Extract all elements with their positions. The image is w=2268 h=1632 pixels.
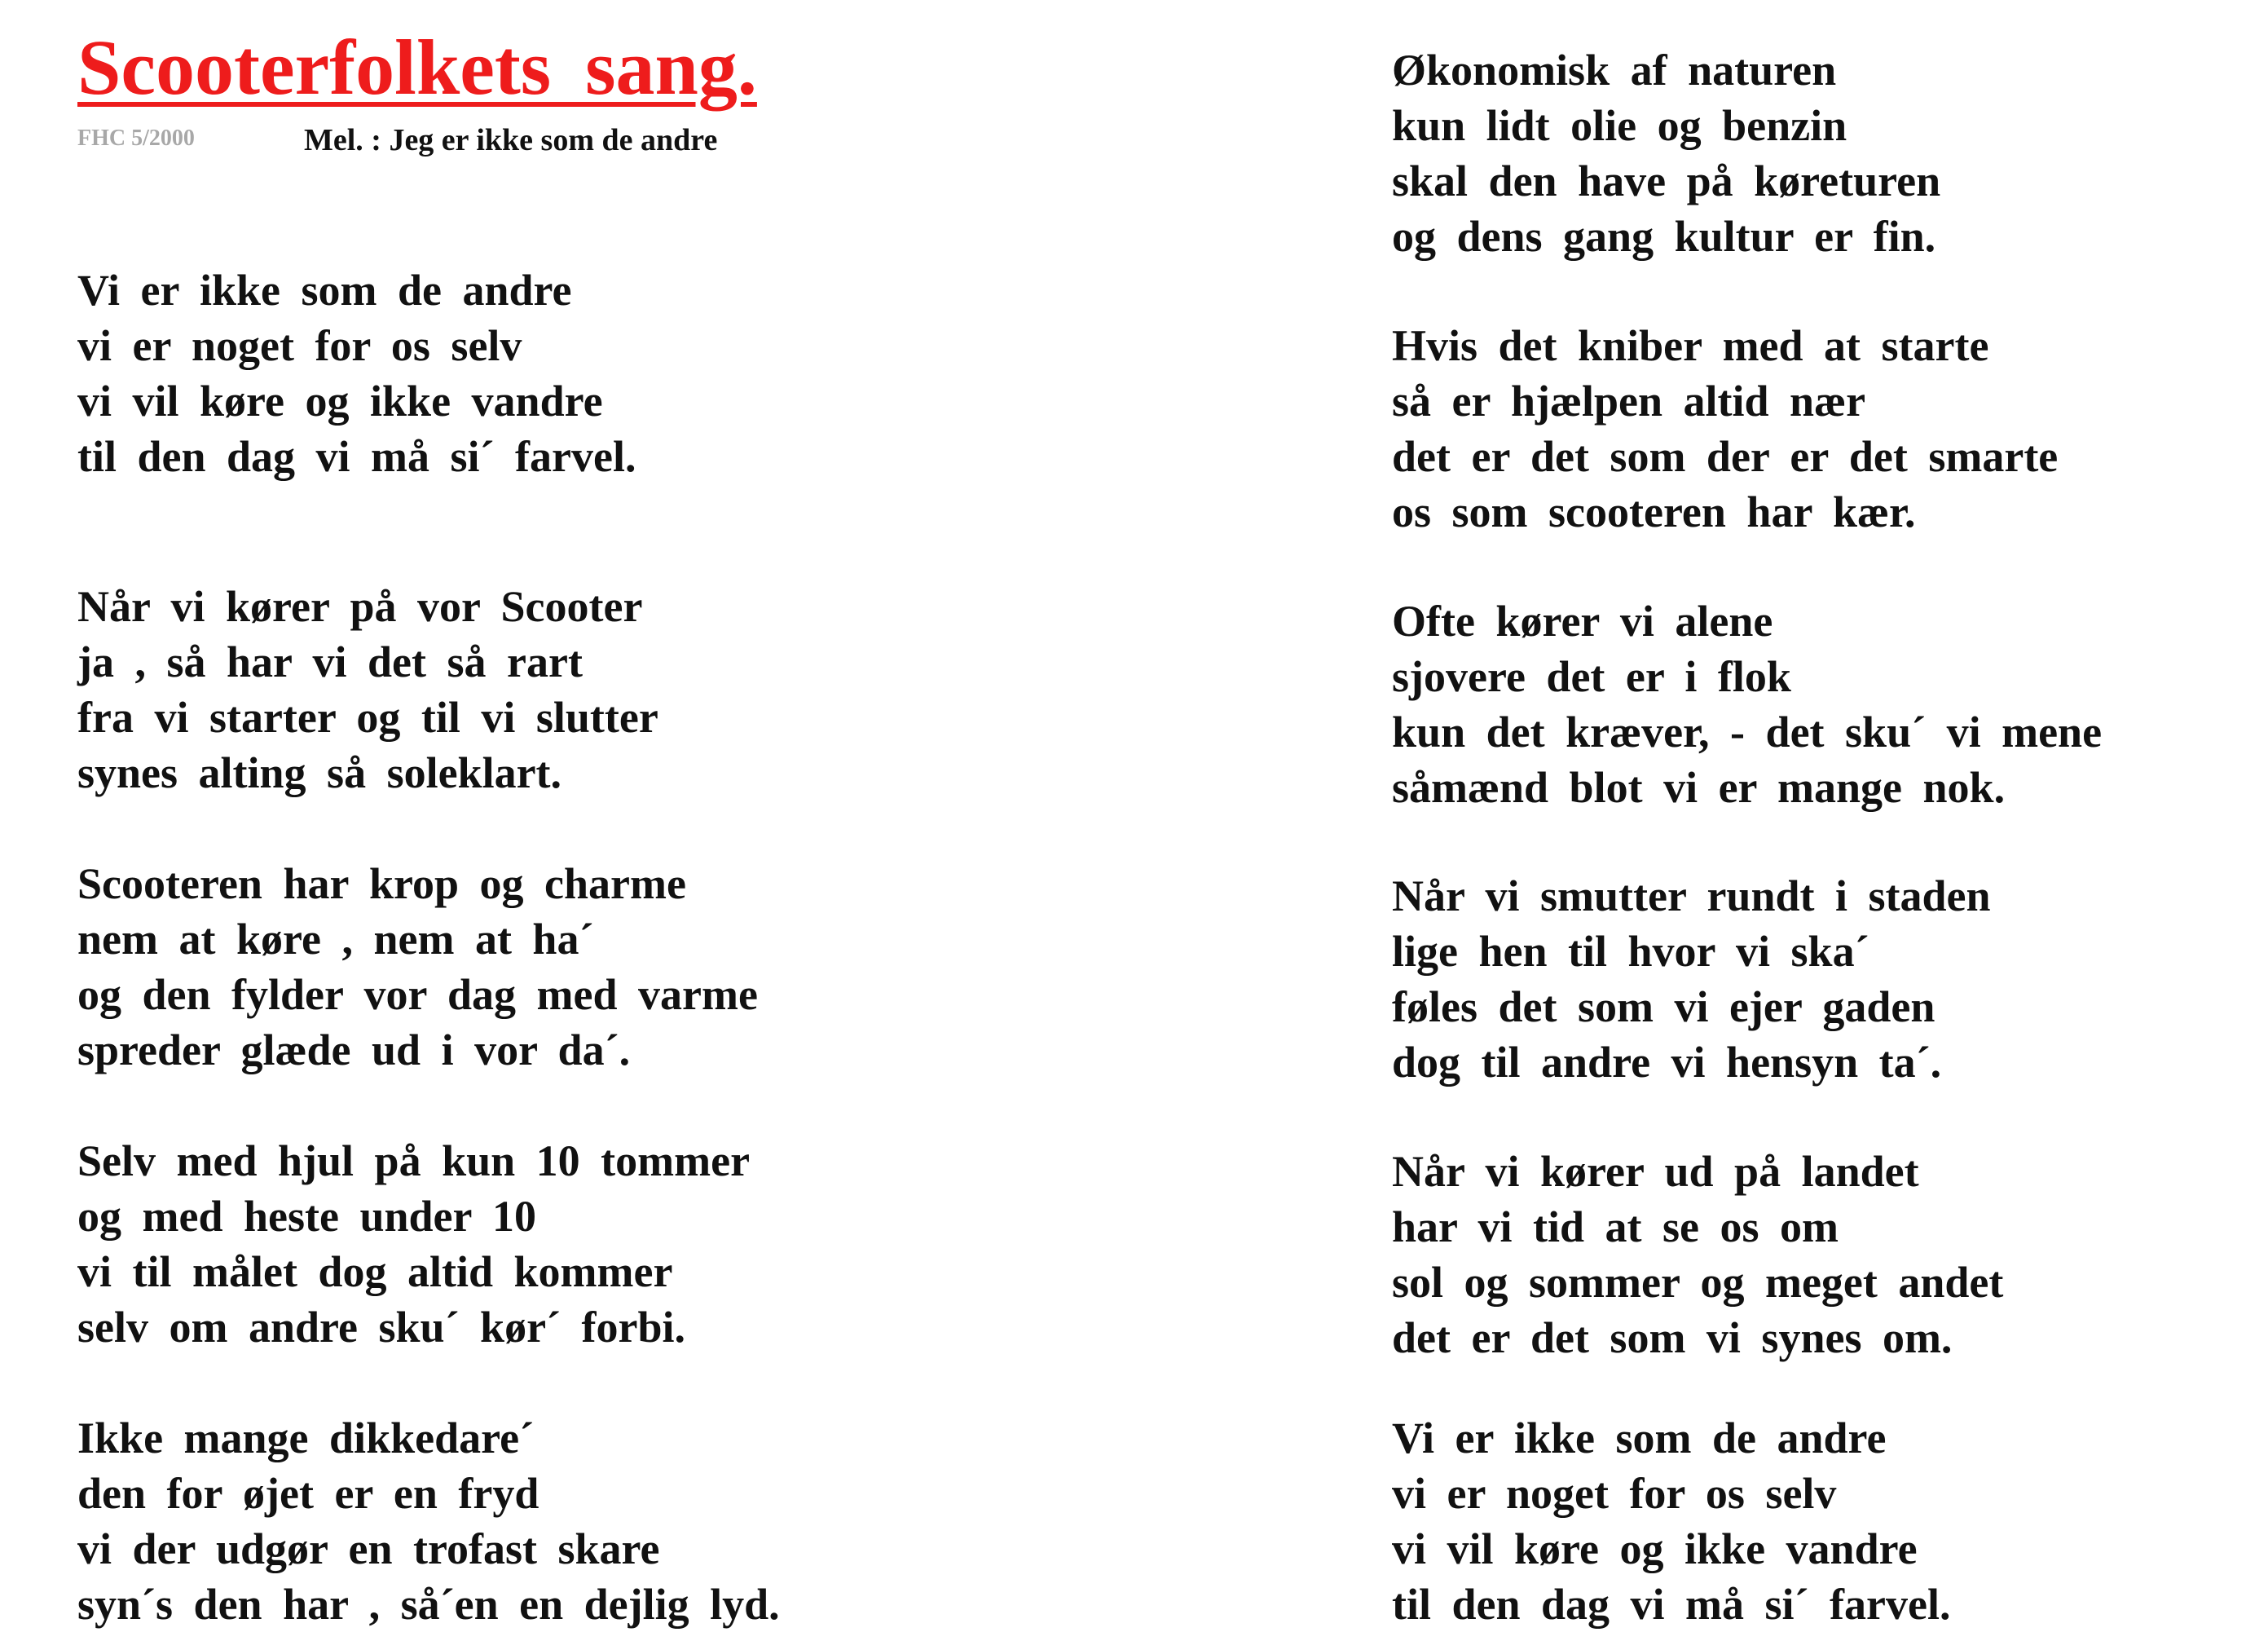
stanza bbox=[1392, 42, 1940, 264]
stanza bbox=[77, 1410, 780, 1632]
verse-line: den for øjet er en fryd bbox=[77, 1469, 539, 1518]
verse-line: Når vi smutter rundt i staden bbox=[1392, 871, 1991, 920]
stanza bbox=[1392, 593, 2102, 815]
verse-line: og med heste under 10 bbox=[77, 1192, 537, 1241]
verse-line: spreder glæde ud i vor da´. bbox=[77, 1026, 631, 1074]
stanza bbox=[1392, 868, 1991, 1090]
verse-line: Ofte kører vi alene bbox=[1392, 597, 1773, 646]
verse-line: og dens gang kultur er fin. bbox=[1392, 212, 1936, 261]
verse-line: så er hjælpen altid nær bbox=[1392, 377, 1866, 426]
verse-line: Ikke mange dikkedare´ bbox=[77, 1414, 535, 1462]
verse-line: til den dag vi må si´ farvel. bbox=[77, 432, 636, 481]
verse-line: synes alting så soleklart. bbox=[77, 748, 562, 797]
verse-line: har vi tid at se os om bbox=[1392, 1202, 1839, 1251]
melody-reference: Mel. : Jeg er ikke som de andre bbox=[304, 123, 718, 157]
verse-line: føles det som vi ejer gaden bbox=[1392, 982, 1936, 1031]
verse-line: vi til målet dog altid kommer bbox=[77, 1247, 673, 1296]
document-code: FHC 5/2000 bbox=[77, 126, 195, 151]
verse-line: Når vi kører på vor Scooter bbox=[77, 582, 643, 631]
verse-line: dog til andre vi hensyn ta´. bbox=[1392, 1038, 1942, 1087]
verse-line: nem at køre , nem at ha´ bbox=[77, 915, 594, 964]
verse-line: Vi er ikke som de andre bbox=[77, 266, 572, 315]
verse-line: det er det som vi synes om. bbox=[1392, 1313, 1953, 1362]
verse-line: skal den have på køreturen bbox=[1392, 157, 1941, 205]
verse-line: det er det som der er det smarte bbox=[1392, 432, 2059, 481]
verse-line: Økonomisk af naturen bbox=[1392, 46, 1837, 95]
stanza bbox=[1392, 318, 2058, 540]
verse-line: såmænd blot vi er mange nok. bbox=[1392, 763, 2006, 812]
verse-line: lige hen til hvor vi ska´ bbox=[1392, 927, 1869, 976]
stanza bbox=[77, 856, 758, 1078]
verse-line: sjovere det er i flok bbox=[1392, 652, 1791, 701]
verse-line: til den dag vi må si´ farvel. bbox=[1392, 1580, 1951, 1629]
verse-line: og den fylder vor dag med varme bbox=[77, 970, 758, 1019]
verse-line: Når vi kører ud på landet bbox=[1392, 1147, 1919, 1196]
song-meta bbox=[77, 122, 892, 155]
verse-line: vi vil køre og ikke vandre bbox=[77, 377, 603, 426]
verse-line: Vi er ikke som de andre bbox=[1392, 1414, 1887, 1462]
verse-line: kun lidt olie og benzin bbox=[1392, 101, 1847, 150]
stanza bbox=[1392, 1144, 2003, 1365]
song-title: Scooterfolkets sang. bbox=[77, 24, 757, 111]
verse-line: sol og sommer og meget andet bbox=[1392, 1258, 2004, 1307]
verse-line: vi er noget for os selv bbox=[77, 321, 522, 370]
verse-line: vi vil køre og ikke vandre bbox=[1392, 1524, 1918, 1573]
verse-line: Scooteren har krop og charme bbox=[77, 859, 686, 908]
verse-line: os som scooteren har kær. bbox=[1392, 487, 1916, 536]
stanza bbox=[77, 1133, 750, 1355]
verse-line: Hvis det kniber med at starte bbox=[1392, 321, 1989, 370]
verse-line: kun det kræver, - det sku´ vi mene bbox=[1392, 708, 2103, 756]
verse-line: ja , så har vi det så rart bbox=[77, 637, 583, 686]
verse-line: selv om andre sku´ kør´ forbi. bbox=[77, 1303, 686, 1352]
stanza bbox=[77, 262, 636, 484]
verse-line: syn´s den har , så´en en dejlig lyd. bbox=[77, 1580, 780, 1629]
verse-line: vi er noget for os selv bbox=[1392, 1469, 1837, 1518]
verse-line: fra vi starter og til vi slutter bbox=[77, 693, 658, 742]
verse-line: Selv med hjul på kun 10 tommer bbox=[77, 1136, 751, 1185]
stanza bbox=[1392, 1410, 1950, 1632]
stanza bbox=[77, 579, 658, 801]
verse-line: vi der udgør en trofast skare bbox=[77, 1524, 660, 1573]
